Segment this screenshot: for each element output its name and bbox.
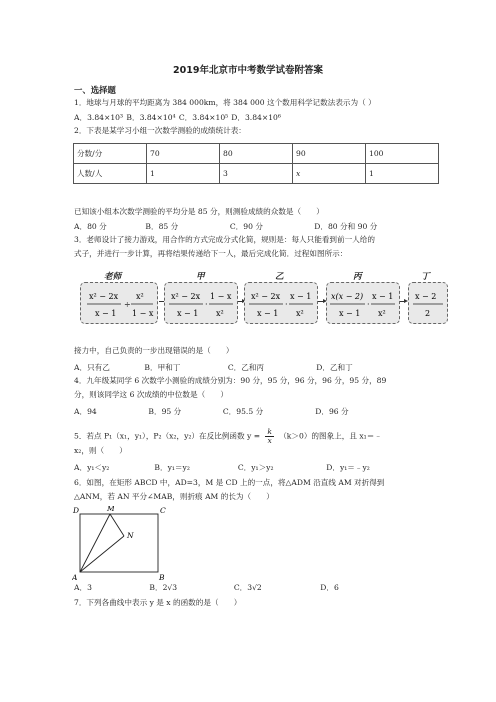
q5-text-part2: （k＞0）的图象上，且 x₁＝﹣ bbox=[279, 431, 382, 441]
svg-text:x²: x² bbox=[296, 309, 304, 318]
svg-text:x²: x² bbox=[136, 292, 144, 301]
q2-option-a: A．80 分 bbox=[74, 222, 107, 231]
q6-option-b: B．2√3 bbox=[149, 583, 178, 592]
q3-option-c: C．乙和丙 bbox=[227, 363, 265, 372]
rectangle-abcd bbox=[80, 514, 158, 572]
q6-option-a: A．3 bbox=[74, 583, 92, 592]
expression-yi bbox=[245, 283, 317, 323]
relay-arrow bbox=[238, 301, 243, 302]
section-heading: 一、选择题 bbox=[74, 85, 116, 95]
table-row bbox=[74, 164, 439, 184]
svg-text:x − 1: x − 1 bbox=[95, 309, 117, 318]
q1-option-a: A．3.84×10³ bbox=[74, 113, 124, 122]
expression-teacher bbox=[81, 283, 157, 323]
question-6-text-a: 6．如图，在矩形 ABCD 中，AD=3，M 是 CD 上的一点，将△ADM 沿直线 AM 对折得到 bbox=[74, 478, 385, 487]
table-cell: 3 bbox=[220, 164, 293, 184]
table-cell: 分数/分 bbox=[74, 144, 147, 164]
label-d: D bbox=[73, 506, 80, 515]
question-7-text: 7．下列各曲线中表示 y 是 x 的函数的是（ ） bbox=[74, 598, 242, 607]
table-cell: 人数/人 bbox=[74, 164, 147, 184]
svg-text:x(x − 2): x(x − 2) bbox=[331, 292, 364, 301]
q2-option-c: C．90 分 bbox=[229, 222, 263, 231]
svg-text:x²: x² bbox=[378, 309, 386, 318]
svg-text:x − 1: x − 1 bbox=[177, 309, 199, 318]
page-title: 2019年北京市中考数学试卷附答案 bbox=[173, 65, 323, 76]
question-3-text-b: 式子，并进行一步计算，再将结果传递给下一人，最后完成化简．过程如图所示： bbox=[74, 249, 348, 258]
label-b: B bbox=[159, 573, 165, 582]
question-6-options bbox=[74, 582, 339, 593]
q3-option-b: B．甲和丁 bbox=[144, 363, 181, 372]
q3-option-a: A．只有乙 bbox=[74, 363, 110, 372]
svg-text:x² − 2x: x² − 2x bbox=[89, 292, 119, 301]
svg-text:2: 2 bbox=[425, 309, 431, 318]
q3-option-d: D．乙和丁 bbox=[316, 363, 353, 372]
segment-am bbox=[80, 514, 110, 572]
question-4-text-b: 分，则该同学这 6 次成绩的中位数是（ ） bbox=[74, 390, 228, 399]
q6-option-c: C．3√2 bbox=[233, 583, 262, 592]
q5-option-c: C．y₁＞y₂ bbox=[237, 463, 274, 472]
svg-text:1 − x: 1 − x bbox=[210, 292, 232, 301]
label-n: N bbox=[127, 531, 134, 540]
expression-ding bbox=[409, 283, 447, 323]
svg-text:x − 1: x − 1 bbox=[339, 309, 361, 318]
q4-option-b: B．95 分 bbox=[148, 407, 182, 416]
relay-box-ding bbox=[408, 282, 448, 324]
relay-arrow bbox=[318, 301, 324, 302]
q1-option-b: B．3.84×10⁴ bbox=[126, 113, 176, 122]
q5-option-b: B．y₁＝y₂ bbox=[154, 463, 190, 472]
q2-option-b: B．85 分 bbox=[145, 222, 179, 231]
label-m: M bbox=[107, 506, 115, 513]
svg-text:·: · bbox=[367, 300, 370, 309]
label-c: C bbox=[160, 506, 166, 515]
svg-text:x² − 2x: x² − 2x bbox=[171, 292, 201, 301]
svg-text:÷: ÷ bbox=[124, 300, 131, 309]
label-a: A bbox=[72, 573, 78, 582]
question-5-options bbox=[74, 462, 370, 473]
q2-option-d: D．80 分和 90 分 bbox=[314, 222, 378, 231]
relay-label-yi: 乙 bbox=[275, 272, 284, 282]
table-cell: x bbox=[293, 164, 366, 184]
svg-text:x² − 2x: x² − 2x bbox=[251, 292, 281, 301]
question-5-text-a bbox=[74, 428, 382, 445]
question-2-text-2: 已知该小组本次数学测验的平均分是 85 分，则测验成绩的众数是（ ） bbox=[74, 207, 324, 216]
question-1-text: 1．地球与月球的平均距离为 384 000km，将 384 000 这个数用科学记数法表示为（ ） bbox=[74, 98, 376, 107]
relay-box-yi bbox=[244, 282, 318, 324]
svg-text:x − 1: x − 1 bbox=[257, 309, 279, 318]
q1-option-d: D．3.84×10⁶ bbox=[231, 113, 281, 122]
svg-text:x²: x² bbox=[216, 309, 224, 318]
relay-arrow bbox=[400, 301, 405, 302]
question-1-options bbox=[74, 112, 281, 123]
relay-label-teacher: 老师 bbox=[104, 272, 122, 282]
question-6-text-b: △ANM，若 AN 平分∠MAB，则折痕 AM 的长为（ ） bbox=[74, 492, 274, 501]
q5-option-a: A．y₁＜y₂ bbox=[74, 463, 110, 472]
q6-option-d: D．6 bbox=[320, 583, 339, 592]
relay-box-bing bbox=[326, 282, 400, 324]
q1-option-c: C．3.84×10⁵ bbox=[178, 113, 229, 122]
table-row bbox=[74, 144, 439, 164]
svg-text:x − 1: x − 1 bbox=[372, 292, 394, 301]
svg-text:·: · bbox=[285, 300, 288, 309]
segment-an bbox=[80, 536, 124, 572]
q4-option-d: D．96 分 bbox=[315, 407, 349, 416]
question-2-text: 2．下表是某学习小组一次数学测验的成绩统计表： bbox=[74, 126, 246, 135]
segment-mn bbox=[110, 514, 124, 536]
rectangle-figure bbox=[72, 506, 168, 582]
svg-text:x − 1: x − 1 bbox=[290, 292, 312, 301]
q5-option-d: D．y₁＝﹣y₂ bbox=[326, 463, 370, 472]
question-3-text-a: 3．老师设计了接力游戏，用合作的方式完成分式化简，规则是：每人只能看到前一人给的 bbox=[74, 235, 375, 244]
expression-bing bbox=[327, 283, 399, 323]
relay-label-jia: 甲 bbox=[196, 272, 205, 282]
question-4-options bbox=[74, 406, 349, 417]
relay-label-bing: 丙 bbox=[353, 272, 362, 282]
table-cell: 80 bbox=[220, 144, 293, 164]
table-cell: 100 bbox=[366, 144, 439, 164]
table-cell: 1 bbox=[147, 164, 220, 184]
question-4-text-a: 4．九年级某同学 6 次数学小测验的成绩分别为：90 分，95 分，96 分，96 分，95 分，89 bbox=[74, 376, 387, 385]
q4-option-c: C．95.5 分 bbox=[222, 407, 264, 416]
score-table bbox=[73, 143, 439, 184]
relay-label-ding: 丁 bbox=[421, 272, 430, 282]
table-cell: 70 bbox=[147, 144, 220, 164]
svg-text:·: · bbox=[205, 300, 208, 309]
relay-box-jia bbox=[164, 282, 238, 324]
question-2-options bbox=[74, 221, 377, 232]
table-cell: 90 bbox=[293, 144, 366, 164]
q4-option-a: A．94 bbox=[74, 407, 97, 416]
expression-jia bbox=[165, 283, 237, 323]
question-5-text-b: x₂，则（ ） bbox=[74, 446, 127, 455]
fraction-k-over-x: k x bbox=[267, 427, 272, 445]
question-3-text-c: 接力中，自己负责的一步出现错误的是（ ） bbox=[74, 346, 234, 355]
table-cell: 1 bbox=[366, 164, 439, 184]
svg-text:x − 2: x − 2 bbox=[415, 292, 437, 301]
q5-text-part1: 5．若点 P₁（x₁，y₁），P₂（x₂，y₂）在反比例函数 y = bbox=[74, 431, 261, 441]
svg-text:1 − x: 1 − x bbox=[132, 309, 154, 318]
relay-box-teacher bbox=[80, 282, 158, 324]
question-3-options bbox=[74, 362, 353, 373]
